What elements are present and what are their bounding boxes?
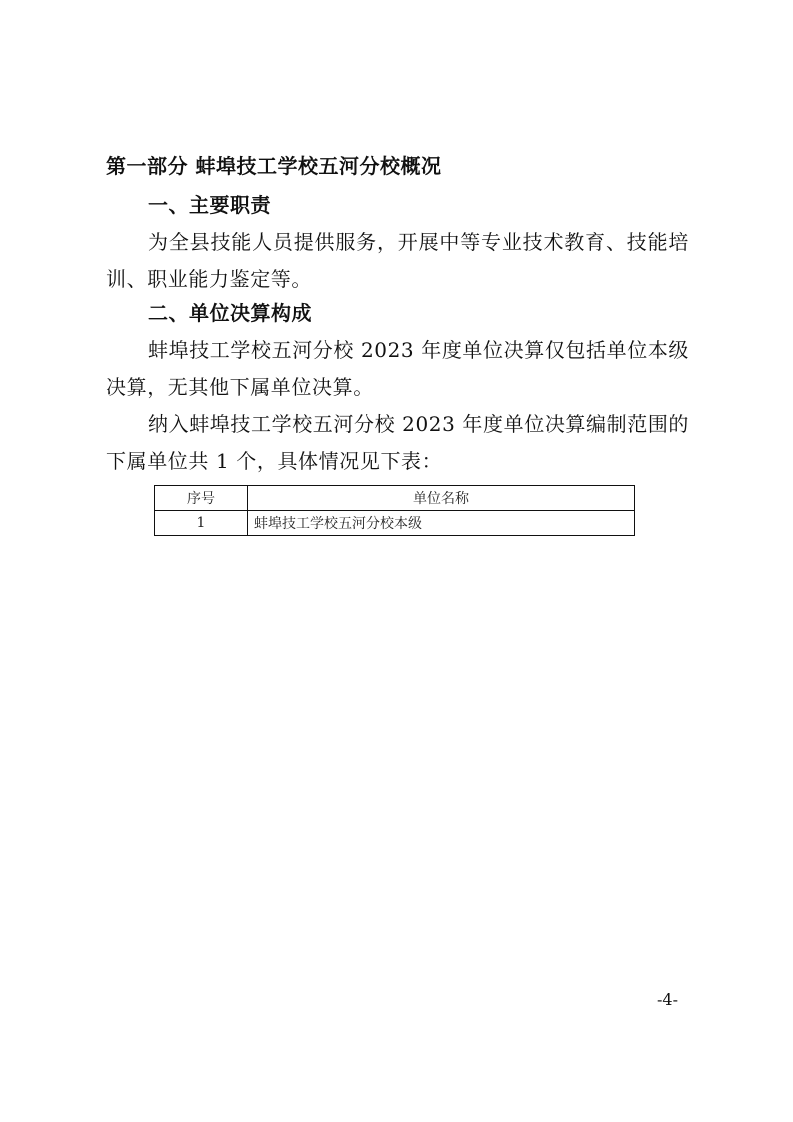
composition-paragraph-1: 蚌埠技工学校五河分校 2023 年度单位决算仅包括单位本级决算，无其他下属单位决算。 [106, 338, 690, 399]
part-title: 第一部分 蚌埠技工学校五河分校概况 [106, 154, 442, 178]
table-cell-unit-name: 蚌埠技工学校五河分校本级 [248, 511, 635, 536]
section-heading-composition: 二、单位决算构成 [148, 301, 312, 325]
table-header-unit-name: 单位名称 [248, 486, 635, 511]
table-cell-index: 1 [155, 511, 248, 536]
page-number: -4- [657, 990, 678, 1009]
duties-paragraph: 为全县技能人员提供服务，开展中等专业技术教育、技能培训、职业能力鉴定等。 [106, 230, 689, 291]
table-header-index: 序号 [155, 486, 248, 511]
section-heading-duties: 一、主要职责 [148, 193, 271, 217]
units-table [154, 485, 635, 536]
table-row [155, 511, 635, 536]
composition-paragraph-2: 纳入蚌埠技工学校五河分校 2023 年度单位决算编制范围的下属单位共 1 个，具体情况见下表： [106, 412, 690, 473]
table-header-row [155, 486, 635, 511]
